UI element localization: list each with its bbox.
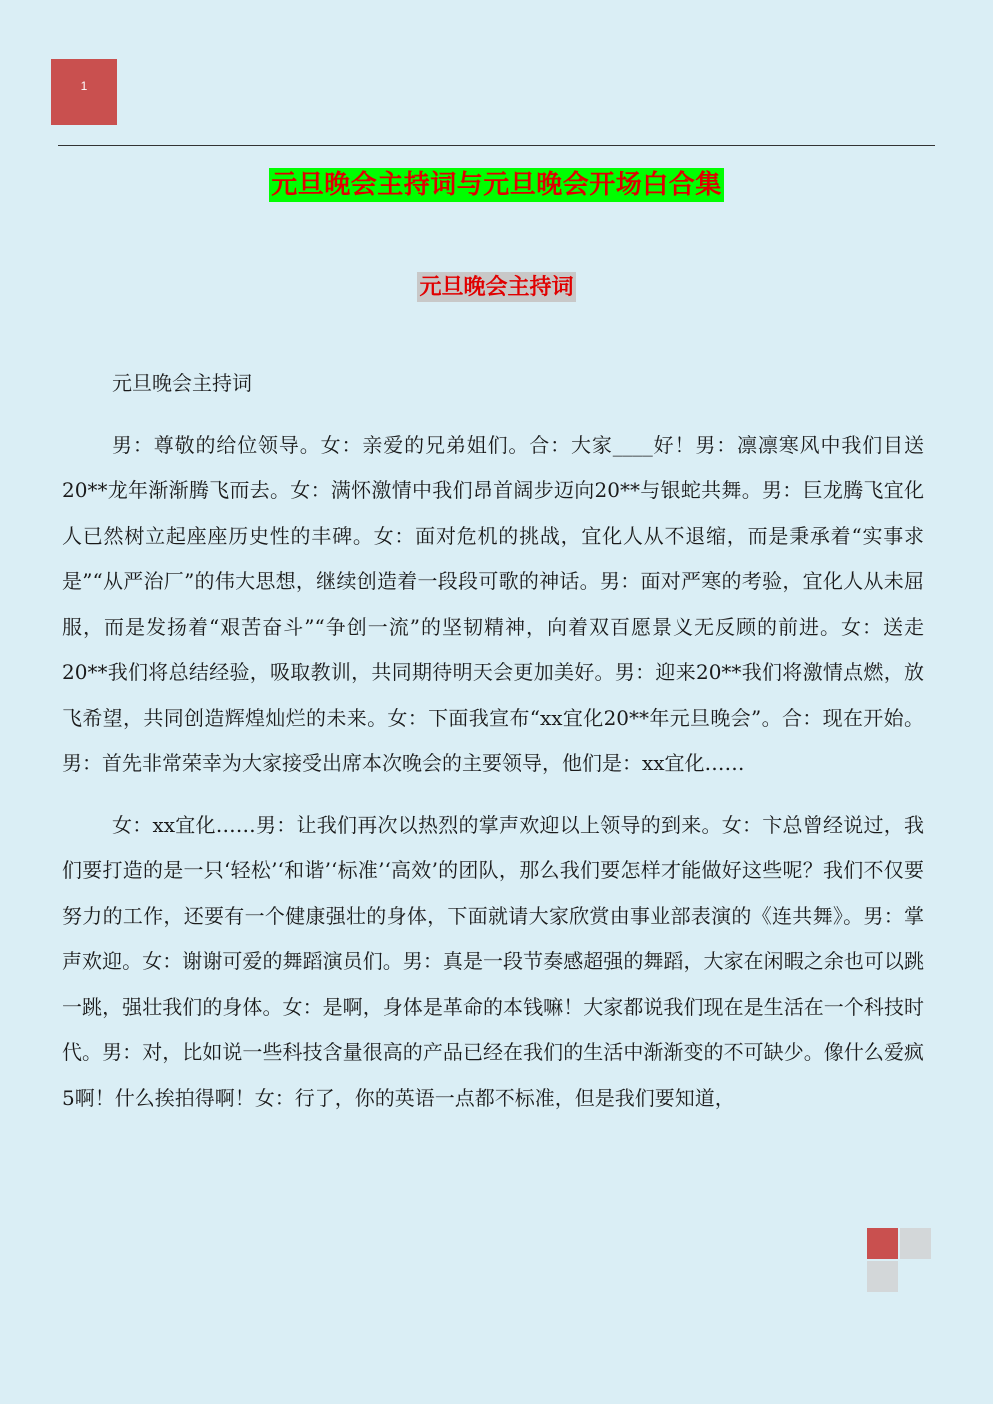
corner-square-red [867,1228,898,1259]
section-title: 元旦晚会主持词 [419,274,574,300]
section-title-wrap [0,270,993,301]
body-paragraph: 女：xx宜化……男：让我们再次以热烈的掌声欢迎以上领导的到来。女：卞总曾经说过，我们要打造的是一只‘轻松’‘和谐’‘标准’‘高效’的团队，那么我们要怎样才能做好这些呢？我们不仅要努力的工作，还要有一个健康强壮的身体，下面就请大家欣赏由事业部表演的《连共舞》。男：掌声欢迎。女：谢谢可爱的舞蹈演员们。男：真是一段节奏感超强的舞蹈，大家在闲暇之余也可以跳一跳，强壮我们的身体。女：是啊，身体是革命的本钱嘛！大家都说我们现在是生活在一个科技时代。男：对，比如说一些科技含量很高的产品已经在我们的生活中渐渐变的不可缺少。像什么爱疯5啊！什么挨拍得啊！女：行了，你的英语一点都不标准，但是我们要知道， [62,812,924,1110]
corner-decoration [867,1228,933,1292]
corner-square-gray [900,1228,931,1259]
body-paragraph: 男：尊敬的给位领导。女：亲爱的兄弟姐们。合：大家____好！男：凛凛寒风中我们目送20**龙年渐渐腾飞而去。女：满怀激情中我们昂首阔步迈向20**与银蛇共舞。男：巨龙腾飞宜化人已然树立起座座历史性的丰碑。女：面对危机的挑战，宜化人从不退缩，而是秉承着“实事求是”“从严治厂”的伟大思想，继续创造着一段段可歌的神话。男：面对严寒的考验，宜化人从未屈服，而是发扬着“艰苦奋斗”“争创一流”的坚韧精神，向着双百愿景义无反顾的前进。女：送走20**我们将总结经验，吸取教训，共同期待明天会更加美好。男：迎来20**我们将激情点燃，放飞希望，共同创造辉煌灿烂的未来。女：下面我宣布“xx宜化20**年元旦晚会”。合：现在开始。男：首先非常荣幸为大家接受出席本次晚会的主要领导，他们是：xx宜化…… [62,432,924,775]
corner-square-gray [867,1261,898,1292]
header-divider [58,145,935,146]
document-title: 元旦晚会主持词与元旦晚会开场白合集 [271,170,722,200]
body-heading: 元旦晚会主持词 [112,371,252,395]
document-body [62,361,924,1137]
page-number: 1 [80,79,88,93]
document-title-wrap [0,164,993,201]
page-number-badge [51,59,117,125]
